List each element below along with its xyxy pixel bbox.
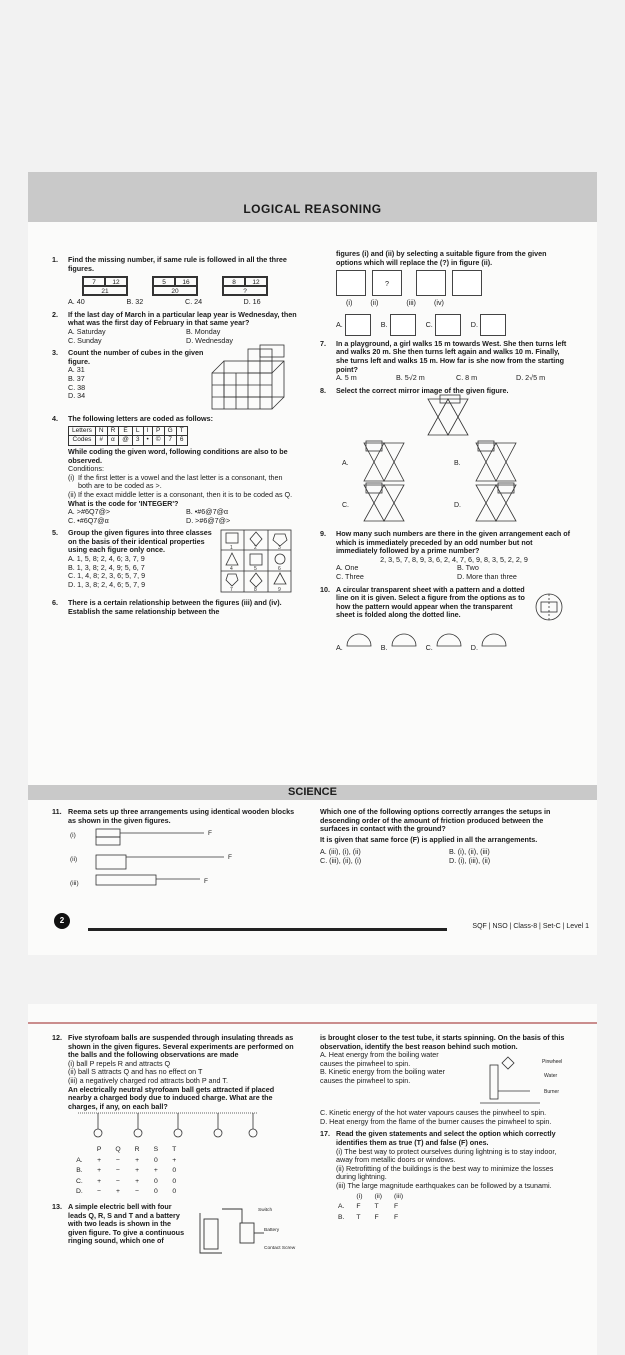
left-column [52, 256, 298, 620]
svg-text:F: F [204, 878, 208, 886]
question-10: 10. A circular transparent sheet with a pattern and a dotted line on it is given. Select a figure from the options as to how the pattern would appear when the transparent sheet is folded along the dotted line. A. B. C. D. [320, 586, 572, 668]
option-a[interactable]: A. Saturday [68, 326, 106, 336]
option-a[interactable]: A. 1, 5, 8; 2, 4, 6; 3, 7, 9 [68, 554, 145, 564]
option-c[interactable]: C. Three [336, 571, 364, 581]
option-c[interactable]: C. Kinetic energy of the hot water vapours causes the pinwheel to spin. [320, 1108, 547, 1118]
option-d[interactable]: D. Heat energy from the flame of the burner causes the pinwheel to spin. [320, 1116, 552, 1126]
option-b[interactable]: B. •#6@7@α [186, 507, 229, 517]
right-column [320, 250, 572, 672]
option-c[interactable]: C. + − + 0 0 [76, 1177, 177, 1185]
q11-left [52, 808, 298, 898]
option-b[interactable]: B. T F F [338, 1213, 399, 1221]
q4-options [68, 508, 298, 525]
option-a[interactable]: A. [336, 314, 371, 336]
svg-text:3: 3 [278, 545, 281, 552]
question-17: 17. Read the given statements and select the option which correctly identifies them as true (T) and false (F) ones. (i) The best way to protect ourselves during lightning is to stay indoor, away from metallic doors or windows. (ii) Retrofitting of the buildings is the best way to minimize the losses during lightning. (iii) The large magnitude earthquakes can be followed by a tsunami. (i) (ii) (iii) A. F T F B. T F F [320, 1130, 572, 1224]
option-c[interactable]: C. Sunday [68, 335, 102, 345]
option-c[interactable]: C. [426, 314, 461, 336]
question-13: 13. A simple electric bell with four leads Q, R, S and T and a battery with two leads is shown in the given figure. To give a continuous ringing sound, which one of Switch Battery Contact Screw [52, 1203, 298, 1263]
option-c[interactable]: C. 8 m [456, 373, 478, 383]
option-a[interactable]: A. 40 [68, 297, 85, 307]
option-b: B. [454, 460, 461, 468]
option-d[interactable]: D. [471, 626, 508, 653]
question-3: 3. Count the number of cubes in the given figure. A. 31 B. 37 C. 38 D. 34 [52, 349, 298, 411]
option-a[interactable]: A. >#6Q7@> [68, 507, 111, 517]
option-b[interactable]: B. + − + + 0 [76, 1167, 177, 1175]
option-c[interactable]: C. [426, 626, 463, 653]
option-a: A. [342, 460, 349, 468]
q5-figure-grid [220, 529, 292, 593]
question-9: 9. How many such numbers are there in the given arrangement each of which is immediately preceded by an odd number but not immediately followed by a prime number? 2, 3, 5, 7, 8, 9, 3, 6, 2, 4, 7, 6, 9, 8, 3, 5, 2, 2, 9 A. One B. Two C. Three D. More than three [320, 528, 571, 581]
option-a[interactable]: A. 31 [68, 365, 85, 375]
q6-figure-iii [416, 270, 446, 296]
page-top-rule [28, 1022, 597, 1024]
charges-table: P Q R S T A. + − + 0 + B. + − + + 0 C. + − + 0 0 D. − + − 0 0 [68, 1144, 184, 1199]
option-d[interactable]: D. (i), (iii), (ii) [449, 855, 491, 865]
page2-left-column [52, 1034, 298, 1267]
option-c[interactable]: C. 1, 4, 8; 2, 3, 6; 5, 7, 9 [68, 571, 146, 581]
option-b[interactable]: B. [381, 314, 416, 336]
block-arrangements-figure [68, 825, 268, 891]
q6-options [336, 314, 572, 336]
option-a[interactable]: A. [336, 626, 373, 653]
svg-text:4: 4 [230, 566, 233, 573]
q6-figure-ii: ? [372, 270, 402, 296]
svg-text:F: F [228, 854, 232, 862]
option-c[interactable]: C. 24 [185, 297, 203, 307]
pinwheel-apparatus-figure [460, 1051, 570, 1109]
option-d[interactable]: D. 1, 3, 8; 2, 4, 6; 5, 7, 9 [68, 579, 146, 589]
svg-text:9: 9 [278, 587, 281, 594]
q2-options [68, 328, 298, 345]
svg-text:(iii): (iii) [70, 880, 79, 888]
svg-text:Switch: Switch [258, 1207, 273, 1213]
option-b[interactable]: B. (i), (ii), (iii) [449, 847, 490, 857]
q1-options [68, 298, 298, 307]
option-b[interactable]: B. 32 [126, 297, 144, 307]
question-2: 2. If the last day of March in a particular leap year is Wednesday, then what was the first day of February in that same year? A. Saturday B. Monday C. Sunday D. Wednesday [52, 309, 297, 345]
option-d[interactable]: D. >#6@7@> [186, 515, 231, 525]
svg-text:5: 5 [254, 566, 257, 573]
svg-text:(i): (i) [70, 832, 76, 840]
option-a[interactable]: A. + − + 0 + [76, 1156, 177, 1164]
question-12: 12. Five styrofoam balls are suspended through insulating threads as shown in the given figures. Several experiments are performed on the balls and the following observations are made (i) ball P repels R and attracts Q (ii) ball S attracts Q and has no effect on T (iii) a negatively charged rod attracts both P and T. An electrically neutral styrofoam ball gets attracted if placed nearby a charged body due to induced charge. What are the charges, if any, on each ball? P Q R S T A. + − + 0 + B. + − + + 0 C. + − + 0 0 D. − + − 0 0 [52, 1034, 298, 1199]
option-b[interactable]: B. Kinetic energy from the boiling water causes the pinwheel to spin. [320, 1067, 446, 1085]
option-b[interactable]: B. 37 [68, 373, 85, 383]
question-6: 6. There is a certain relationship between the figures (iii) and (iv). Establish the same relationship between the [52, 598, 282, 616]
q5-options [68, 555, 218, 589]
question-8: 8. Select the correct mirror image of the given figure. A. B. C. D. [320, 387, 572, 526]
option-a[interactable]: A. Heat energy from the boiling water causes the pinwheel to spin. [320, 1050, 439, 1068]
q6-figure-iv [452, 270, 482, 296]
option-d[interactable]: D. 16 [243, 297, 261, 307]
q6-figures [336, 270, 572, 296]
option-c[interactable]: C. •#6Q7@α [68, 515, 109, 525]
option-c[interactable]: C. 38 [68, 382, 86, 392]
option-b[interactable]: B. 1, 3, 8; 2, 4, 9; 5, 6, 7 [68, 562, 145, 572]
letter-code-table [68, 426, 188, 446]
suspended-balls-figure [68, 1111, 268, 1141]
q11-right: Which one of the following options correctly arranges the setups in descending order of the amount of friction produced between the surfaces in contact with the ground? It is given that same force (F) is applied in all the arrangements. A. (iii), (i), (ii) B. (i), (ii), (iii) C. (iii), (ii), (i) D. (i), (iii), (ii) [320, 808, 572, 866]
svg-text:7: 7 [230, 587, 233, 594]
svg-text:(ii): (ii) [70, 856, 78, 864]
question-11: 11. Reema sets up three arrangements using identical wooden blocks as shown in the given figures. (i) (ii) (iii) F F F [52, 808, 298, 894]
svg-text:Pinwheel: Pinwheel [542, 1059, 563, 1066]
circular-sheet-figure [534, 592, 564, 622]
q7-options [336, 374, 572, 383]
q1-figures [82, 276, 298, 296]
option-d[interactable]: D. [471, 314, 506, 336]
q6-figure-labels: (i) (ii) (iii) (iv) [346, 298, 444, 308]
option-b[interactable]: B. Two [457, 563, 479, 573]
svg-text:6: 6 [278, 566, 281, 573]
q6-figure-i [336, 270, 366, 296]
q1-figure-2: 5 16 20 [152, 276, 198, 296]
question-5: 5. Group the given figures into three classes on the basis of their identical properties using each figure only once. A. 1, 5, 8; 2, 4, 6; 3, 7, 9 B. 1, 3, 8; 2, 4, 9; 5, 6, 7 C. 1, 4, 8; 2, 3, 6; 5, 7, 9 D. 1, 3, 8; 2, 4, 6; 5, 7, 9 1 2 3 4 5 6 7 8 9 [52, 529, 298, 595]
option-d: D. [454, 502, 461, 510]
option-a[interactable]: A. One [336, 563, 359, 573]
option-d[interactable]: D. 2√5 m [516, 373, 546, 383]
section-title-logical-reasoning: LOGICAL REASONING [243, 202, 382, 216]
option-c: C. [342, 502, 349, 510]
number-series: 2, 3, 5, 7, 8, 9, 3, 6, 2, 4, 7, 6, 9, 8, 3, 5, 2, 2, 9 [380, 554, 528, 564]
svg-text:F: F [208, 830, 212, 838]
svg-text:Water: Water [544, 1073, 558, 1080]
question-4: 4. The following letters are coded as follows: Letters N R E L I P G T Codes # α @ 3 • © 7 6 While coding the given word, following conditions are also to be observed. Conditions: (i) If the first letter is a vowel and the last letter is a consonant, then both are to be coded as >. (ii) If the exact middle letter is a consonant, then it is to be coded as Q. What is the code for 'INTEGER'? A. >#6Q7@> B. •#6@7@α C. •#6Q7@α D. >#6@7@> [52, 415, 298, 525]
page2-right-column: is brought closer to the test tube, it starts spinning. On the basis of this observation, identify the best reason behind such motion. A. Heat energy from the boiling water causes the pinwheel to spin. B. Kinetic energy from the boiling water causes the pinwheel to spin. Pinwheel Water Burner C. Kinetic energy of the hot water vapours causes the pinwheel to spin. D. Heat energy from the flame of the burner causes the pinwheel to spin. 17. Read the given statements and select the option which correctly identifies them as true (T) and false (F) ones. (i) The best way to protect ourselves during lightning is to stay indoor, away from metallic doors or windows. (ii) Retrofitting of the buildings is the best way to minimize the losses during lightning. (iii) The large magnitude earthquakes can be followed by a tsunami. (i) (ii) (iii) A. F T F B. T F F [320, 1034, 572, 1228]
question-6-continued: figures (i) and (ii) by selecting a suitable figure from the given options which will replace the (?) in figure (ii). ? (i) (ii) (iii) (iv) A. B. C. D. [320, 250, 572, 336]
pinwheel-question-options [320, 1051, 572, 1109]
option-d[interactable]: D. More than three [457, 571, 517, 581]
option-b[interactable]: B. [381, 626, 418, 653]
q9-options [336, 564, 572, 581]
electric-bell-figure [192, 1203, 296, 1263]
question-1: 1. Find the missing number, if same rule is followed in all the three figures. 7 12 21 5 16 20 8 12 ? A. 40 B. 32 C. 24 D. 16 [52, 256, 298, 307]
q1-figure-1: 7 12 21 [82, 276, 128, 296]
section-header-band [28, 172, 597, 222]
option-a[interactable]: A. F T F [338, 1203, 399, 1211]
svg-text:Battery: Battery [264, 1227, 280, 1233]
option-b[interactable]: B. 5√2 m [396, 373, 425, 383]
cube-stack-figure [202, 345, 292, 413]
svg-text:1: 1 [230, 545, 233, 552]
footer-divider [88, 928, 447, 931]
option-a[interactable]: A. 5 m [336, 373, 357, 383]
letters-row: Letters N R E L I P G T [69, 426, 188, 436]
footer-text: SQF | NSO | Class-8 | Set-C | Level 1 [472, 923, 589, 930]
exam-page-2 [28, 1004, 597, 1355]
svg-text:2: 2 [254, 545, 257, 552]
option-b[interactable]: B. Monday [186, 326, 221, 336]
mirror-image-figures [336, 395, 576, 523]
section-title-science: SCIENCE [28, 785, 597, 800]
svg-text:Burner: Burner [544, 1089, 560, 1096]
svg-text:Contact Screw: Contact Screw [264, 1245, 296, 1251]
page-number-badge: 2 [54, 913, 70, 929]
q1-figure-3: 8 12 ? [222, 276, 268, 296]
exam-page-1 [28, 172, 597, 955]
q10-options [336, 626, 572, 653]
codes-row: Codes # α @ 3 • © 7 6 [69, 436, 188, 446]
svg-text:8: 8 [254, 587, 257, 594]
option-a[interactable]: A. (iii), (i), (ii) [320, 847, 361, 857]
option-d[interactable]: D. Wednesday [186, 335, 234, 345]
q11-options [320, 848, 572, 865]
option-d[interactable]: D. 34 [68, 391, 86, 401]
question-7: 7. In a playground, a girl walks 15 m towards West. She then turns left and walks 20 m. She then turns left again and walks 10 m. Finally, she turns left and walks 15 m. How far is she now from the starting point? A. 5 m B. 5√2 m C. 8 m D. 2√5 m [320, 340, 572, 383]
true-false-table: (i) (ii) (iii) A. F T F B. T F F [336, 1191, 415, 1225]
option-c[interactable]: C. (iii), (ii), (i) [320, 855, 362, 865]
option-d[interactable]: D. − + − 0 0 [76, 1188, 177, 1196]
